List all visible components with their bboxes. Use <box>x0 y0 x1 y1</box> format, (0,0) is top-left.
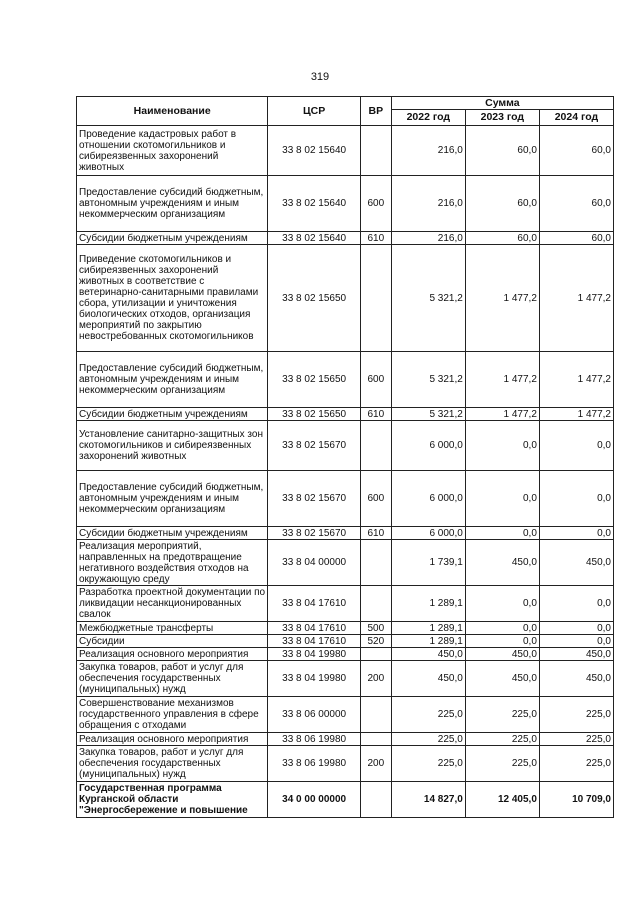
row-name-cell: Реализация основного мероприятия <box>77 733 268 746</box>
row-vr-cell: 200 <box>360 661 391 697</box>
row-amount-2024-cell: 450,0 <box>539 540 613 586</box>
row-amount-2022-cell: 225,0 <box>391 733 465 746</box>
row-amount-2022-cell: 225,0 <box>391 746 465 782</box>
row-csr-cell: 33 8 02 15640 <box>268 126 361 176</box>
table-row <box>77 782 614 818</box>
row-amount-2022-cell: 216,0 <box>391 176 465 232</box>
row-vr-cell: 520 <box>360 635 391 648</box>
row-amount-2023-cell: 0,0 <box>465 622 539 635</box>
row-vr-cell <box>360 126 391 176</box>
row-amount-2022-cell: 216,0 <box>391 126 465 176</box>
row-amount-2023-cell: 1 477,2 <box>465 245 539 352</box>
row-name-cell: Реализация мероприятий, направленных на предотвращение негативного воздействия отходов на окружающую среду <box>77 540 268 586</box>
row-csr-cell: 33 8 02 15640 <box>268 232 361 245</box>
row-amount-2022-cell: 1 289,1 <box>391 635 465 648</box>
table-row <box>77 471 614 527</box>
row-name-cell: Межбюджетные трансферты <box>77 622 268 635</box>
row-amount-2022-cell: 5 321,2 <box>391 245 465 352</box>
row-csr-cell: 33 8 04 17610 <box>268 622 361 635</box>
row-vr-cell <box>360 245 391 352</box>
row-amount-2024-cell: 225,0 <box>539 733 613 746</box>
row-amount-2024-cell: 60,0 <box>539 176 613 232</box>
header-sum: Сумма <box>391 97 613 110</box>
row-csr-cell: 33 8 02 15650 <box>268 408 361 421</box>
row-amount-2023-cell: 12 405,0 <box>465 782 539 818</box>
table-row <box>77 648 614 661</box>
row-amount-2024-cell: 10 709,0 <box>539 782 613 818</box>
row-amount-2023-cell: 450,0 <box>465 661 539 697</box>
row-amount-2022-cell: 450,0 <box>391 661 465 697</box>
row-amount-2022-cell: 216,0 <box>391 232 465 245</box>
budget-table <box>76 96 614 818</box>
table-body <box>77 126 614 818</box>
row-amount-2023-cell: 225,0 <box>465 697 539 733</box>
row-amount-2023-cell: 225,0 <box>465 733 539 746</box>
row-name-cell: Государственная программа Курганской области "Энергосбережение и повышение <box>77 782 268 818</box>
row-amount-2022-cell: 6 000,0 <box>391 421 465 471</box>
table-row <box>77 661 614 697</box>
row-vr-cell: 600 <box>360 176 391 232</box>
row-amount-2024-cell: 225,0 <box>539 746 613 782</box>
row-name-cell: Реализация основного мероприятия <box>77 648 268 661</box>
row-amount-2024-cell: 0,0 <box>539 527 613 540</box>
row-vr-cell <box>360 697 391 733</box>
row-csr-cell: 33 8 02 15650 <box>268 352 361 408</box>
row-name-cell: Предоставление субсидий бюджетным, автономным учреждениям и иным некоммерческим организациям <box>77 176 268 232</box>
row-amount-2023-cell: 0,0 <box>465 635 539 648</box>
row-amount-2024-cell: 60,0 <box>539 232 613 245</box>
row-vr-cell: 610 <box>360 527 391 540</box>
row-name-cell: Предоставление субсидий бюджетным, автономным учреждениям и иным некоммерческим организациям <box>77 471 268 527</box>
row-amount-2024-cell: 1 477,2 <box>539 352 613 408</box>
row-csr-cell: 33 8 06 19980 <box>268 733 361 746</box>
row-vr-cell: 600 <box>360 471 391 527</box>
row-name-cell: Установление санитарно-защитных зон скотомогильников и сибиреязвенных захоронений животных <box>77 421 268 471</box>
row-vr-cell <box>360 586 391 622</box>
row-csr-cell: 33 8 06 00000 <box>268 697 361 733</box>
table-row <box>77 540 614 586</box>
row-amount-2023-cell: 60,0 <box>465 176 539 232</box>
row-vr-cell <box>360 421 391 471</box>
row-amount-2023-cell: 225,0 <box>465 746 539 782</box>
header-name: Наименование <box>77 97 268 126</box>
row-amount-2022-cell: 1 289,1 <box>391 586 465 622</box>
table-row <box>77 421 614 471</box>
row-amount-2022-cell: 5 321,2 <box>391 408 465 421</box>
row-amount-2024-cell: 1 477,2 <box>539 245 613 352</box>
row-amount-2024-cell: 1 477,2 <box>539 408 613 421</box>
row-amount-2024-cell: 0,0 <box>539 421 613 471</box>
row-amount-2023-cell: 450,0 <box>465 540 539 586</box>
row-vr-cell <box>360 648 391 661</box>
header-year-2022: 2022 год <box>391 110 465 126</box>
table-row <box>77 232 614 245</box>
row-amount-2024-cell: 450,0 <box>539 661 613 697</box>
row-name-cell: Предоставление субсидий бюджетным, автономным учреждениям и иным некоммерческим организациям <box>77 352 268 408</box>
table-row <box>77 527 614 540</box>
row-name-cell: Субсидии бюджетным учреждениям <box>77 408 268 421</box>
row-csr-cell: 33 8 02 15670 <box>268 421 361 471</box>
row-csr-cell: 33 8 04 19980 <box>268 648 361 661</box>
table-row <box>77 352 614 408</box>
table-row <box>77 126 614 176</box>
row-amount-2022-cell: 5 321,2 <box>391 352 465 408</box>
row-csr-cell: 33 8 04 17610 <box>268 635 361 648</box>
row-name-cell: Приведение скотомогильников и сибиреязвенных захоронений животных в соответствие с ветеринарно-санитарными правилами сбора, утилизации и уничтожения биологических отходов, организация мероприятий по закрытию невостребованных скотомогильников <box>77 245 268 352</box>
row-amount-2022-cell: 1 289,1 <box>391 622 465 635</box>
table-row <box>77 733 614 746</box>
row-vr-cell: 610 <box>360 408 391 421</box>
row-vr-cell <box>360 782 391 818</box>
row-amount-2022-cell: 6 000,0 <box>391 527 465 540</box>
row-amount-2023-cell: 0,0 <box>465 421 539 471</box>
row-name-cell: Закупка товаров, работ и услуг для обеспечения государственных (муниципальных) нужд <box>77 746 268 782</box>
row-amount-2023-cell: 60,0 <box>465 126 539 176</box>
row-amount-2022-cell: 225,0 <box>391 697 465 733</box>
row-vr-cell: 610 <box>360 232 391 245</box>
row-amount-2024-cell: 0,0 <box>539 635 613 648</box>
row-amount-2024-cell: 0,0 <box>539 622 613 635</box>
row-csr-cell: 33 8 02 15670 <box>268 527 361 540</box>
row-name-cell: Совершенствование механизмов государственного управления в сфере обращения с отходами <box>77 697 268 733</box>
table-row <box>77 697 614 733</box>
table-row <box>77 746 614 782</box>
row-vr-cell: 600 <box>360 352 391 408</box>
table-row <box>77 245 614 352</box>
row-name-cell: Субсидии <box>77 635 268 648</box>
row-name-cell: Субсидии бюджетным учреждениям <box>77 527 268 540</box>
table-row <box>77 586 614 622</box>
row-name-cell: Проведение кадастровых работ в отношении скотомогильников и сибиреязвенных захоронений животных <box>77 126 268 176</box>
row-amount-2022-cell: 1 739,1 <box>391 540 465 586</box>
row-csr-cell: 33 8 02 15650 <box>268 245 361 352</box>
header-csr: ЦСР <box>268 97 361 126</box>
table-row <box>77 408 614 421</box>
row-name-cell: Закупка товаров, работ и услуг для обеспечения государственных (муниципальных) нужд <box>77 661 268 697</box>
row-name-cell: Субсидии бюджетным учреждениям <box>77 232 268 245</box>
header-year-2024: 2024 год <box>539 110 613 126</box>
row-csr-cell: 33 8 04 19980 <box>268 661 361 697</box>
row-amount-2023-cell: 0,0 <box>465 527 539 540</box>
row-vr-cell <box>360 733 391 746</box>
row-name-cell: Разработка проектной документации по ликвидации несанкционированных свалок <box>77 586 268 622</box>
row-amount-2024-cell: 450,0 <box>539 648 613 661</box>
table-row <box>77 635 614 648</box>
row-csr-cell: 33 8 04 00000 <box>268 540 361 586</box>
row-csr-cell: 34 0 00 00000 <box>268 782 361 818</box>
row-csr-cell: 33 8 02 15670 <box>268 471 361 527</box>
header-year-2023: 2023 год <box>465 110 539 126</box>
row-amount-2022-cell: 14 827,0 <box>391 782 465 818</box>
table-row <box>77 176 614 232</box>
row-amount-2023-cell: 1 477,2 <box>465 352 539 408</box>
row-vr-cell: 200 <box>360 746 391 782</box>
table-row <box>77 622 614 635</box>
header-vr: ВР <box>360 97 391 126</box>
row-amount-2023-cell: 450,0 <box>465 648 539 661</box>
row-amount-2022-cell: 6 000,0 <box>391 471 465 527</box>
row-amount-2023-cell: 0,0 <box>465 586 539 622</box>
row-amount-2024-cell: 60,0 <box>539 126 613 176</box>
row-amount-2023-cell: 1 477,2 <box>465 408 539 421</box>
row-csr-cell: 33 8 06 19980 <box>268 746 361 782</box>
row-amount-2024-cell: 0,0 <box>539 471 613 527</box>
row-vr-cell <box>360 540 391 586</box>
row-amount-2023-cell: 60,0 <box>465 232 539 245</box>
row-csr-cell: 33 8 04 17610 <box>268 586 361 622</box>
page-number: 319 <box>310 71 330 83</box>
row-amount-2023-cell: 0,0 <box>465 471 539 527</box>
row-amount-2022-cell: 450,0 <box>391 648 465 661</box>
row-amount-2024-cell: 0,0 <box>539 586 613 622</box>
row-csr-cell: 33 8 02 15640 <box>268 176 361 232</box>
row-vr-cell: 500 <box>360 622 391 635</box>
row-amount-2024-cell: 225,0 <box>539 697 613 733</box>
